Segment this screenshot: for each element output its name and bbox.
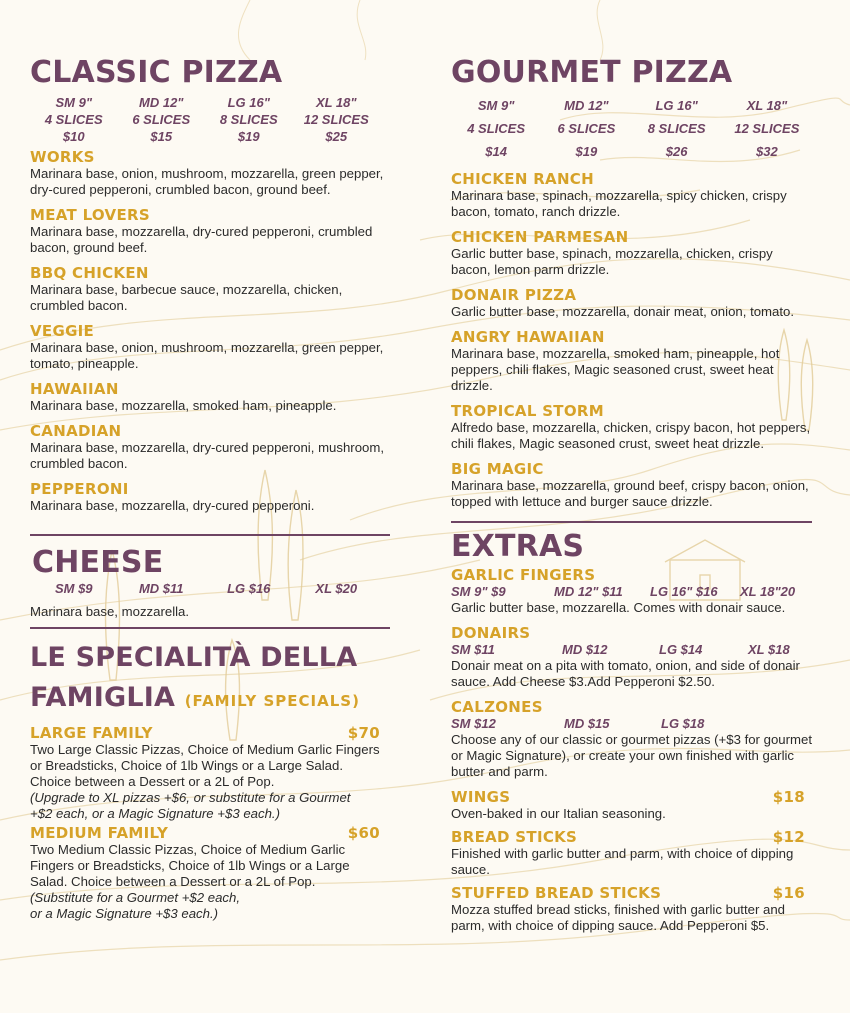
gourmet-size-grid [451,94,812,163]
item-note: +$2 each, or a Magic Signature +$3 each.) [30,806,280,821]
section-divider [30,534,390,536]
specials-title-line1: LE SPECIALITÀ DELLA [30,642,358,673]
item-price: $70 [347,724,380,742]
item-description: Garlic butter base, spinach, mozzarella, chicken, crispy bacon, lemon parm drizzle. [451,246,773,277]
menu-item-works [30,149,390,198]
size-price: $25 [325,129,348,144]
menu-item-calzones [451,699,812,780]
item-description: Two Large Classic Pizzas, Choice of Medium Garlic Fingers or Breadsticks, Choice of 1lb Wings or a Large Salad. Choice between a Dessert or a 2L of Pop. [30,742,380,789]
item-note: (Upgrade to XL pizzas +$6, or substitute for a Gourmet [30,790,351,805]
menu-item-veggie [30,323,390,372]
slice-count: 12 SLICES [303,112,369,127]
item-name: MEAT LOVERS [30,206,150,224]
slice-count: 4 SLICES [467,121,526,136]
menu-item-big-magic [451,461,812,510]
menu-item-chicken-parmesan [451,229,812,278]
size-price: SM 9" $9 [451,584,506,599]
size-price: MD $15 [564,716,610,731]
item-name: BBQ CHICKEN [30,264,149,282]
item-description: Mozza stuffed bread sticks, finished with garlic butter and parm, with choice of dipping sauce. Add Pepperoni $5. [451,902,786,933]
size-label: XL 18" [315,95,357,110]
price-row [451,584,812,600]
item-description: Marinara base, mozzarella, smoked ham, pineapple. [30,398,337,413]
size-price: $19 [237,129,260,144]
classic-size-grid [30,94,380,145]
size-label: XL 18" [746,98,788,113]
item-note: or a Magic Signature +$3 each.) [30,906,219,921]
size-price: XL 18"20 [740,584,796,599]
slice-count: 12 SLICES [734,121,800,136]
menu-item-donair-pizza [451,287,812,320]
menu-item-donairs [451,625,812,690]
price-row [451,642,812,658]
size-price: MD 12" $11 [554,584,623,599]
size-price: MD $12 [562,642,608,657]
item-name: BIG MAGIC [451,460,544,478]
item-description: Marinara base, mozzarella, dry-cured pepperoni, crumbled bacon, ground beef. [30,224,373,255]
item-name: ANGRY HAWAIIAN [451,328,605,346]
size-price: $26 [665,144,688,159]
item-description: Marinara base, spinach, mozzarella, spicy chicken, crispy bacon, tomato, ranch drizzle. [451,188,787,219]
size-label: SM 9" [55,95,92,110]
item-price: $18 [772,788,805,806]
extras-title: EXTRAS [451,529,585,564]
item-name: GARLIC FINGERS [451,566,596,584]
slice-count: 6 SLICES [132,112,191,127]
size-label: LG 16" [227,95,270,110]
item-name: WORKS [30,148,95,166]
size-price: SM $9 [54,581,93,596]
section-divider [451,521,812,523]
item-price: $60 [347,824,380,842]
item-name-row [30,725,380,742]
item-description: Garlic butter base, mozzarella, donair meat, onion, tomato. [451,304,795,319]
menu-item-stuffed-bread-sticks [451,885,805,934]
size-price: $32 [756,144,778,159]
cheese-price-row [30,580,380,597]
menu-item-meat-lovers [30,207,390,256]
size-label: MD 12" [139,95,184,110]
specials-subtitle: (FAMILY SPECIALS) [184,692,360,710]
item-description: Two Medium Classic Pizzas, Choice of Medium Garlic Fingers or Breadsticks, Choice of 1lb Wings or a Large Salad. Choice between a Dessert or a 2L of Pop. [30,842,350,889]
item-note: (Substitute for a Gourmet +$2 each, [30,890,241,905]
item-name: CANADIAN [30,422,122,440]
slice-count: 6 SLICES [557,121,616,136]
item-description: Garlic butter base, mozzarella. Comes with donair sauce. [451,600,786,615]
item-name: DONAIR PIZZA [451,286,577,304]
item-name-row [451,789,805,806]
item-name: CHICKEN PARMESAN [451,228,629,246]
size-price: LG $16 [227,581,271,596]
item-description: Marinara base, onion, mushroom, mozzarella, green pepper, tomato, pineapple. [30,340,384,371]
specials-title-line2 [30,681,390,718]
menu-item-medium-family [30,825,380,922]
item-description: Finished with garlic butter and parm, with choice of dipping sauce. [451,846,794,877]
size-price: SM $11 [451,642,495,657]
item-price: $12 [772,828,805,846]
item-name-row [451,829,805,846]
item-name: WINGS [451,788,511,806]
item-name: TROPICAL STORM [451,402,604,420]
size-label: LG 16" [655,98,698,113]
menu-item-chicken-ranch [451,171,812,220]
size-price: LG 16" $16 [650,584,718,599]
menu-item-garlic-fingers [451,567,812,616]
menu-item-pepperoni [30,481,390,514]
size-price: MD $11 [138,581,184,596]
item-description: Oven-baked in our Italian seasoning. [451,806,666,821]
size-price: SM $12 [451,716,496,731]
size-label: MD 12" [564,98,609,113]
item-name-row [30,825,380,842]
menu-item-tropical-storm [451,403,812,452]
item-name: DONAIRS [451,624,531,642]
menu-item-canadian [30,423,390,472]
item-description: Marinara base, mozzarella, dry-cured pepperoni. [30,498,315,513]
item-description: Marinara base, mozzarella, ground beef, crispy bacon, onion, topped with lettuce and burger sauce drizzle. [451,478,809,509]
item-description: Marinara base, barbecue sauce, mozzarella, chicken, crumbled bacon. [30,282,343,313]
right-column [451,56,812,934]
cheese-title: CHEESE [32,545,164,580]
item-name: HAWAIIAN [30,380,119,398]
slice-count: 4 SLICES [44,112,103,127]
item-description: Marinara base, mozzarella, smoked ham, pineapple, hot peppers, chili flakes, Magic seasoned crust, sweet heat drizzle. [451,346,780,393]
menu-item-wings [451,789,805,822]
menu-item-angry-hawaiian [451,329,812,394]
size-price: LG $14 [659,642,703,657]
item-name-row [451,885,805,902]
specials-title-main: FAMIGLIA [30,682,176,713]
item-name: CALZONES [451,698,543,716]
item-description: Alfredo base, mozzarella, chicken, crispy bacon, hot peppers, chili flakes, Magic seasoned crust, sweet heat drizzle. [451,420,811,451]
left-column [30,56,390,922]
family-specials-heading [30,641,390,718]
cheese-description: Marinara base, mozzarella. [30,604,190,619]
item-name: STUFFED BREAD STICKS [451,884,662,902]
size-price: $14 [485,144,507,159]
menu-item-hawaiian [30,381,390,414]
classic-pizza-title: CLASSIC PIZZA [30,55,283,90]
item-name: PEPPERONI [30,480,129,498]
slice-count: 8 SLICES [647,121,706,136]
size-price: LG $18 [661,716,705,731]
item-description: Marinara base, onion, mushroom, mozzarella, green pepper, dry-cured pepperoni, crumbled bacon, ground beef. [30,166,384,197]
size-price: $19 [575,144,598,159]
menu-item-bread-sticks [451,829,805,878]
size-price: $15 [150,129,173,144]
gourmet-pizza-title: GOURMET PIZZA [451,55,733,90]
item-name: LARGE FAMILY [30,724,153,742]
section-divider [30,627,390,629]
item-name: CHICKEN RANCH [451,170,594,188]
item-description: Choose any of our classic or gourmet pizzas (+$3 for gourmet or Magic Signature), or create your own finished with garlic butter and parm. [451,732,812,779]
item-description: Donair meat on a pita with tomato, onion, and side of donair sauce. Add Cheese $3.Add Pepperoni $2.50. [451,658,800,689]
menu-item-large-family [30,725,380,822]
item-name: MEDIUM FAMILY [30,824,169,842]
size-price: XL $20 [315,581,358,596]
size-price: XL $18 [748,642,790,657]
item-name: VEGGIE [30,322,95,340]
menu-item-bbq-chicken [30,265,390,314]
item-description: Marinara base, mozzarella, dry-cured pepperoni, mushroom, crumbled bacon. [30,440,385,471]
size-label: SM 9" [477,98,515,113]
item-price: $16 [772,884,805,902]
item-name: BREAD STICKS [451,828,578,846]
size-price: $10 [62,129,85,144]
slice-count: 8 SLICES [219,112,278,127]
price-row [451,716,812,732]
